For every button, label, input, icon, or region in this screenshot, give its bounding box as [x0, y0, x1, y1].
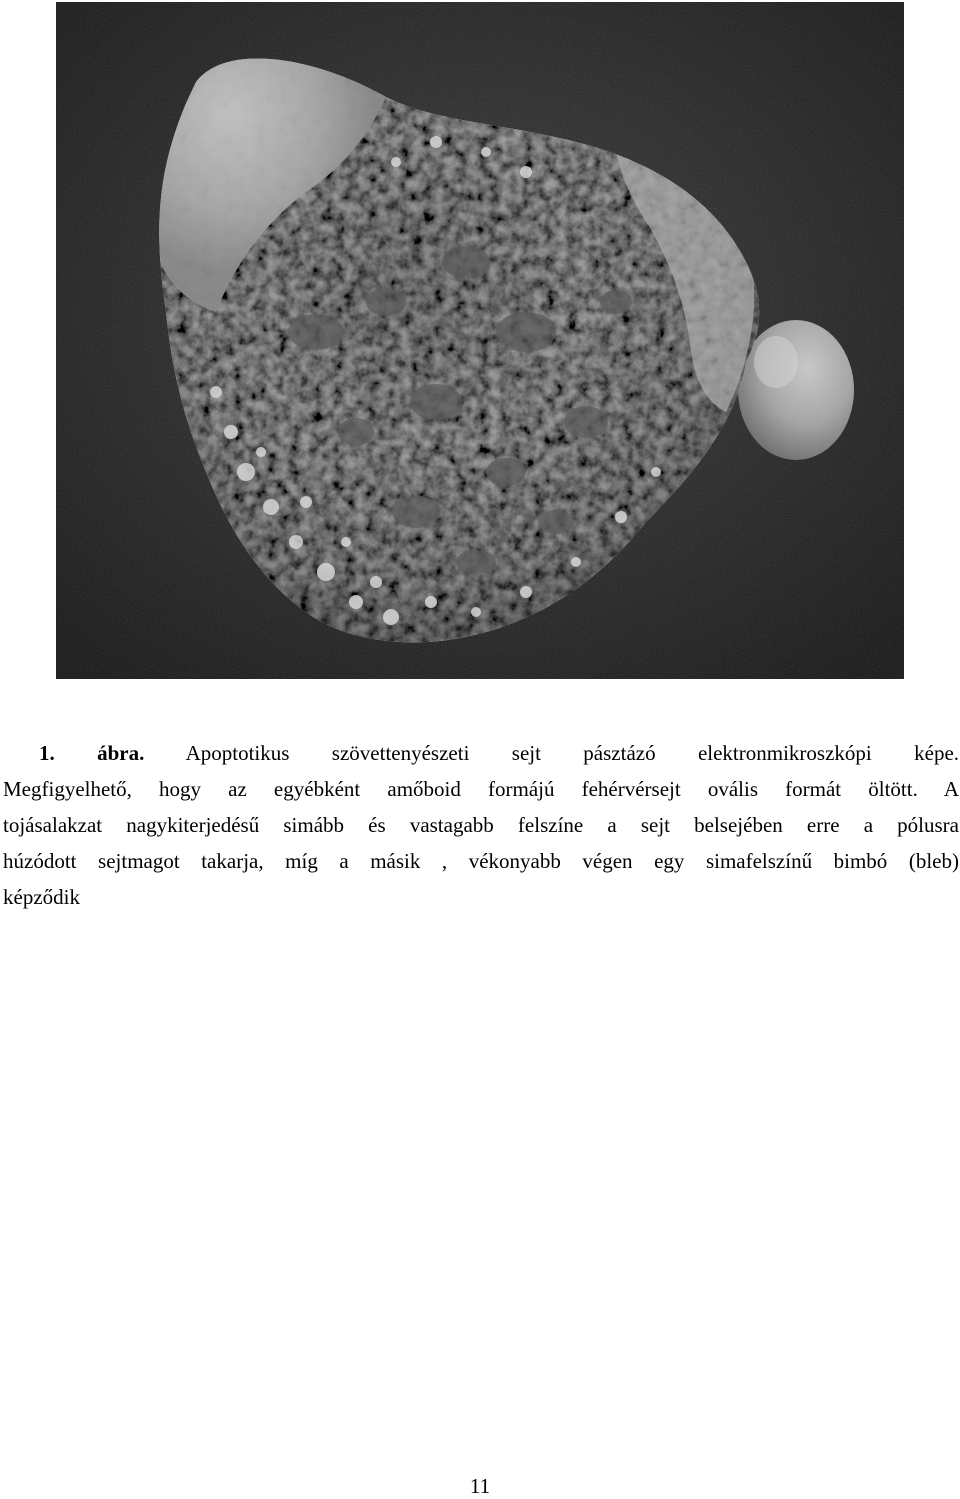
caption-line-3: tojásalakzat nagykiterjedésű simább és vastagabb felszíne a sejt belsejében erre a pólusra — [3, 813, 959, 837]
figure-label: 1. ábra. — [39, 741, 145, 765]
caption-line-4: húzódott sejtmagot takarja, míg a másik , vékonyabb végen egy simafelszínű bimbó (bleb) — [3, 849, 959, 873]
page-number: 11 — [469, 1474, 491, 1498]
caption-line-2: Megfigyelhető, hogy az egyébként amőboid formájú fehérvérsejt ovális formát öltött. A — [3, 777, 959, 801]
figure-caption — [3, 735, 959, 915]
caption-line-5: képződik — [3, 885, 80, 909]
caption-text: Apoptotikus szövettenyészeti sejt pásztázó elektronmikroszkópi képe. — [185, 741, 960, 765]
sem-micrograph — [56, 2, 904, 679]
caption-line-1 — [3, 735, 959, 771]
sem-micrograph-image — [56, 2, 904, 679]
